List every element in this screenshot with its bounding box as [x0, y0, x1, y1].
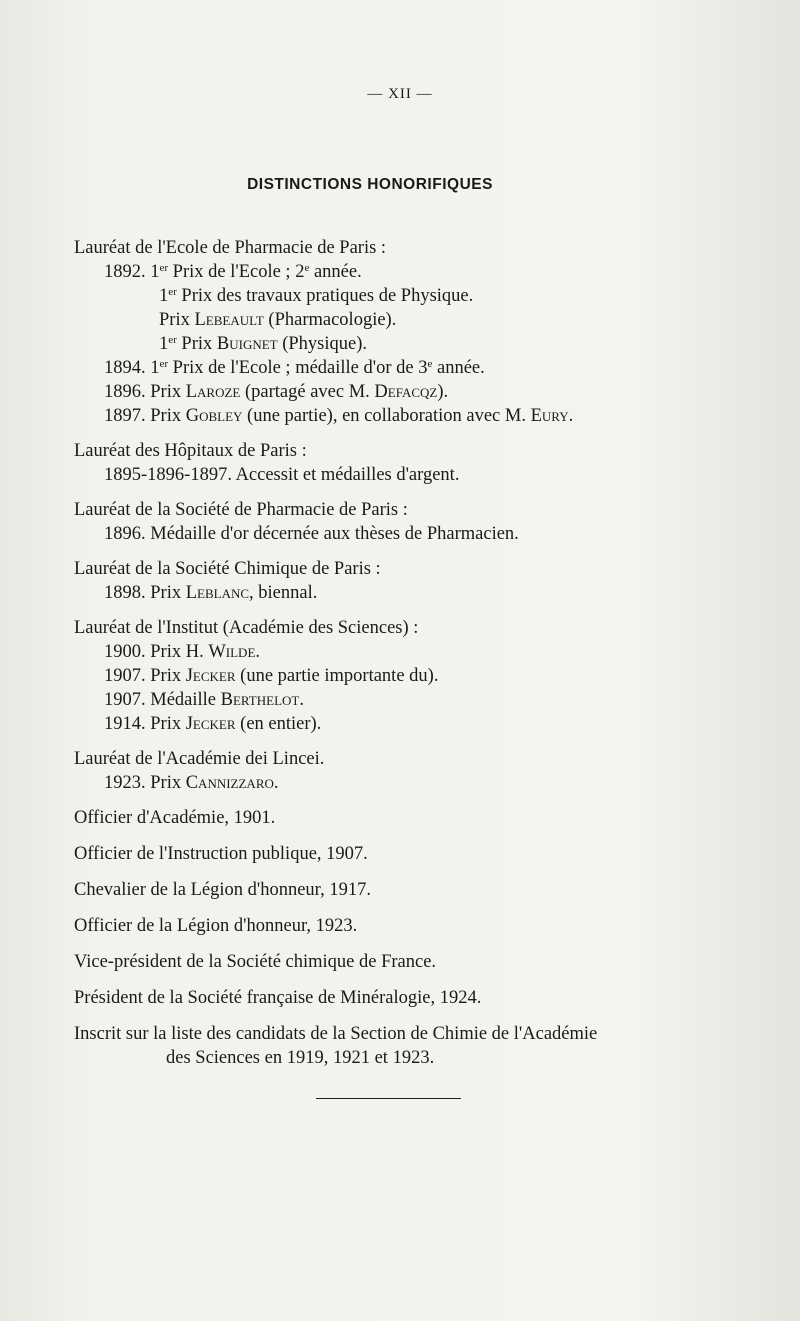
award-entry: 1896. Prix Laroze (partagé avec M. Defacqz). [104, 382, 449, 402]
section-heading: DISTINCTIONS HONORIFIQUES [247, 176, 493, 193]
section-head: Lauréat de l'Ecole de Pharmacie de Paris : [74, 238, 387, 258]
award-entry: 1892. 1er Prix de l'Ecole ; 2e année. [104, 262, 362, 282]
candidacy-note: Inscrit sur la liste des candidats de la Section de Chimie de l'Académie des Sciences en 1919, 1921 et 1923. [74, 1024, 598, 1068]
section-hopitaux [64, 439, 744, 487]
distinction-line: Officier de la Légion d'honneur, 1923. [74, 916, 358, 936]
section-head: Lauréat de la Société Chimique de Paris : [74, 559, 381, 579]
award-entry: 1895-1896-1897. Accessit et médailles d'argent. [104, 465, 460, 485]
distinction-line: Officier d'Académie, 1901. [74, 808, 276, 828]
closing-rule [316, 1098, 461, 1099]
award-entry: 1907. Médaille Berthelot. [104, 690, 304, 710]
award-entry: Prix Lebeault (Pharmacologie). [159, 310, 397, 330]
award-entry: 1894. 1er Prix de l'Ecole ; médaille d'or de 3e année. [104, 358, 485, 378]
distinction-line: Officier de l'Instruction publique, 1907. [74, 844, 368, 864]
section-head: Lauréat de l'Institut (Académie des Sciences) : [74, 618, 419, 638]
award-entry: 1898. Prix Leblanc, biennal. [104, 583, 318, 603]
section-head: Lauréat de la Société de Pharmacie de Paris : [74, 500, 408, 520]
distinction-line: Vice-président de la Société chimique de France. [74, 952, 437, 972]
section-ecole-pharmacie [64, 236, 744, 428]
section-lincei [64, 747, 744, 795]
distinction-line: Chevalier de la Légion d'honneur, 1917. [74, 880, 371, 900]
page-number: — XII — [367, 86, 433, 102]
distinction-line: Président de la Société française de Minéralogie, 1924. [74, 988, 482, 1008]
section-institut [64, 616, 744, 736]
award-entry: 1er Prix des travaux pratiques de Physique. [159, 286, 474, 306]
section-head: Lauréat des Hôpitaux de Paris : [74, 441, 307, 461]
award-entry: 1923. Prix Cannizzaro. [104, 773, 279, 793]
section-head: Lauréat de l'Académie dei Lincei. [74, 749, 325, 769]
award-entry: 1er Prix Buignet (Physique). [159, 334, 368, 354]
section-societe-chimique [64, 557, 744, 605]
award-entry: 1897. Prix Gobley (une partie), en collaboration avec M. Eury. [104, 406, 574, 426]
award-entry: 1907. Prix Jecker (une partie importante du). [104, 666, 439, 686]
section-societe-pharmacie [64, 498, 744, 546]
award-entry: 1896. Médaille d'or décernée aux thèses de Pharmacien. [104, 524, 519, 544]
honors-list [64, 236, 744, 1082]
award-entry: 1900. Prix H. Wilde. [104, 642, 261, 662]
award-entry: 1914. Prix Jecker (en entier). [104, 714, 322, 734]
